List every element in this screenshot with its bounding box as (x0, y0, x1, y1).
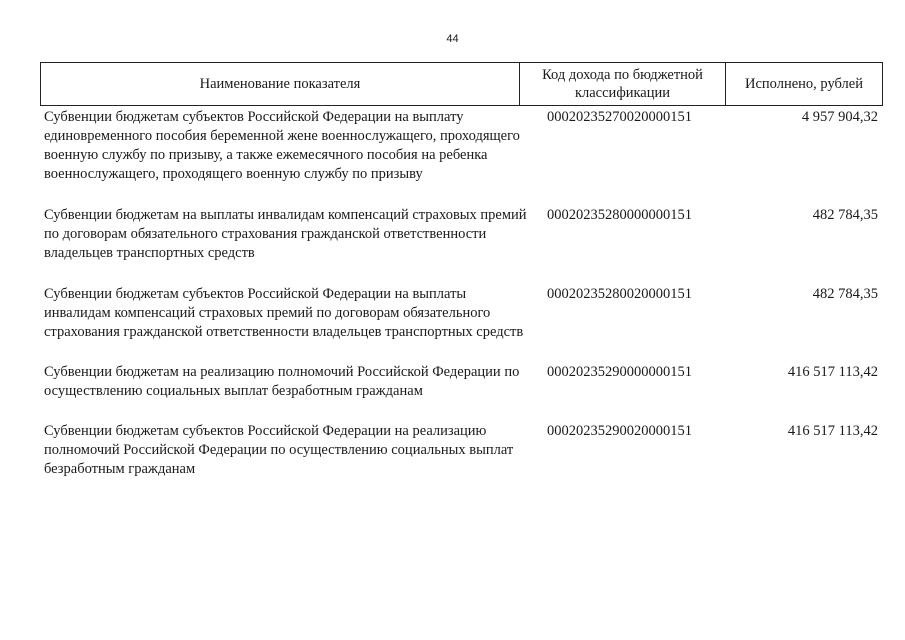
row-income-code: 00020235280020000151 (547, 286, 692, 302)
row-indicator-name: Субвенции бюджетам на реализацию полномочий Российской Федерации по осуществлению социальных выплат безработным гражданам (44, 364, 520, 399)
row-income-code: 00020235280000000151 (547, 207, 692, 223)
page-number: 44 (446, 33, 459, 45)
row-executed-amount: 482 784,35 (812, 207, 878, 223)
row-indicator-name: Субвенции бюджетам субъектов Российской Федерации на выплаты инвалидам компенсаций страховых премий по договорам обязательного страхования гражданской ответственности владельцев транспортных средств (44, 286, 524, 340)
row-executed-amount: 4 957 904,32 (801, 109, 878, 125)
row-executed-amount: 416 517 113,42 (787, 364, 878, 380)
row-executed-amount: 416 517 113,42 (787, 423, 878, 439)
row-indicator-name: Субвенции бюджетам субъектов Российской Федерации на выплату единовременного пособия беременной жене военнослужащего, проходящего военную службу по призыву, а также ежемесячного пособия на ребенка военнослужащего, проходящего военную службу по призыву (44, 109, 520, 182)
row-income-code: 00020235290000000151 (547, 364, 692, 380)
row-indicator-name: Субвенции бюджетам субъектов Российской Федерации на реализацию полномочий Российской Федерации по осуществлению социальных выплат безработным гражданам (44, 423, 514, 477)
row-income-code: 00020235290020000151 (547, 423, 692, 439)
header-executed-amount: Исполнено, рублей (745, 76, 863, 92)
header-income-code: Код дохода по бюджетной классификации (520, 63, 726, 105)
table-header (40, 62, 883, 106)
row-income-code: 00020235270020000151 (547, 109, 692, 125)
row-indicator-name: Субвенции бюджетам на выплаты инвалидам компенсаций страховых премий по договорам обязательного страхования гражданской ответственности владельцев транспортных средств (44, 207, 527, 261)
row-executed-amount: 482 784,35 (812, 286, 878, 302)
header-indicator-name: Наименование показателя (41, 63, 520, 105)
